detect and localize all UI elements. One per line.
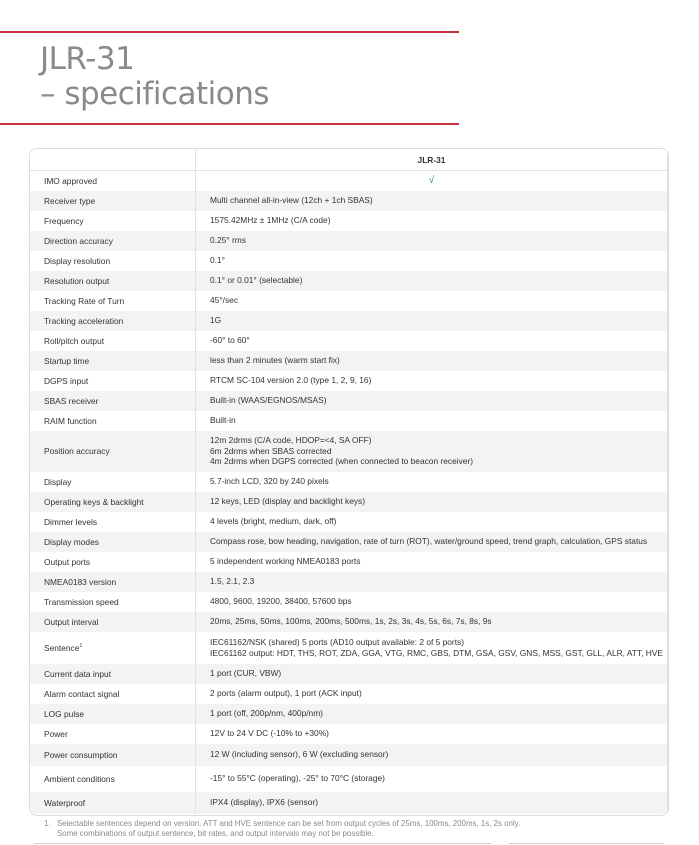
spec-label-text: Display modes (44, 536, 99, 547)
spec-label (30, 632, 196, 664)
spec-label-text: Waterproof (44, 797, 86, 808)
spec-value (196, 211, 668, 231)
spec-label-text: Tracking acceleration (44, 315, 124, 326)
spec-label-text: Frequency (44, 215, 84, 226)
spec-value-text: 12 W (including sensor), 6 W (excluding sensor) (210, 749, 389, 760)
spec-label (30, 231, 196, 251)
spec-label (30, 291, 196, 311)
spec-label (30, 431, 196, 472)
spec-value-line: 4m 2drms when DGPS corrected (when connected to beacon receiver) (210, 456, 474, 467)
table-row (30, 351, 668, 371)
table-row (30, 572, 668, 592)
table-row (30, 411, 668, 431)
table-row (30, 331, 668, 351)
spec-label (30, 391, 196, 411)
spec-label-text: NMEA0183 version (44, 576, 117, 587)
spec-value-text: 0.1° or 0.01° (selectable) (210, 275, 303, 286)
spec-value-text: 1 port (CUR, VBW) (210, 668, 282, 679)
spec-label (30, 572, 196, 592)
spec-value (196, 231, 668, 251)
footnote-number: 1. (44, 819, 51, 828)
spec-value-text: 4 levels (bright, medium, dark, off) (210, 516, 337, 527)
spec-value-text: Compass rose, bow heading, navigation, rate of turn (ROT), water/ground speed, trend graph, calculation, GPS status (210, 536, 648, 547)
check-icon: √ (428, 174, 435, 186)
spec-value-line: IEC61162/NSK (shared) 5 ports (AD10 output available: 2 of 5 ports) (210, 637, 465, 648)
spec-label-text: Alarm contact signal (44, 688, 120, 699)
header-rule-bottom (0, 123, 459, 125)
spec-value (196, 291, 668, 311)
table-row (30, 744, 668, 766)
specifications-table-body (30, 171, 668, 814)
title-line-model: JLR-31 (40, 41, 135, 77)
spec-value-line: IEC61162 output: HDT, THS, ROT, ZDA, GGA, VTG, RMC, GBS, DTM, GSA, GSV, GNS, MSS, GST, GLL, ALR, ATT, HVE (210, 647, 663, 658)
spec-value (196, 251, 668, 271)
spec-label (30, 331, 196, 351)
spec-label-text: Tracking Rate of Turn (44, 295, 125, 306)
spec-label (30, 191, 196, 211)
spec-value (196, 411, 668, 431)
spec-label-text: Operating keys & backlight (44, 496, 144, 507)
spec-label-text: Receiver type (44, 195, 96, 206)
table-row (30, 664, 668, 684)
spec-label-text: Direction accuracy (44, 235, 113, 246)
spec-value (196, 371, 668, 391)
spec-label-text: Power consumption (44, 749, 118, 760)
spec-label-text: Startup time (44, 355, 90, 366)
table-row (30, 704, 668, 724)
spec-value (196, 572, 668, 592)
table-row (30, 492, 668, 512)
spec-value (196, 766, 668, 792)
spec-label (30, 704, 196, 724)
spec-label-text: Output interval (44, 616, 99, 627)
spec-label-text: Sentence (44, 642, 80, 653)
table-row (30, 724, 668, 744)
spec-value (196, 532, 668, 552)
footnote (44, 819, 644, 839)
spec-value-text: -15° to 55°C (operating), -25° to 70°C (storage) (210, 773, 385, 784)
spec-label-text: Transmission speed (44, 596, 119, 607)
spec-label (30, 664, 196, 684)
table-row (30, 311, 668, 331)
spec-label (30, 271, 196, 291)
table-header-empty (30, 149, 196, 171)
table-header-model: JLR-31 (196, 149, 668, 171)
spec-label (30, 512, 196, 532)
spec-value (196, 492, 668, 512)
table-row (30, 191, 668, 211)
spec-label (30, 251, 196, 271)
table-row (30, 512, 668, 532)
table-row (30, 612, 668, 632)
page-title (40, 42, 269, 112)
spec-value-text: -60° to 60° (210, 335, 250, 346)
spec-value-text: Multi channel all-in-view (12ch + 1ch SBAS) (210, 195, 373, 206)
specifications-table-container (29, 148, 669, 816)
specifications-table (30, 149, 668, 814)
spec-value (196, 512, 668, 532)
table-row (30, 431, 668, 472)
spec-value-text: 0.1° (210, 255, 225, 266)
spec-value (196, 311, 668, 331)
table-row (30, 684, 668, 704)
table-row (30, 291, 668, 311)
spec-value (196, 171, 668, 191)
spec-value (196, 472, 668, 492)
footnote-line-1: Selectable sentences depend on version. ATT and HVE sentence can be set from output cycles of 25ms, 100ms, 200ms, 1s, 2s only. (57, 819, 521, 828)
footer-rule-right (509, 843, 664, 844)
table-row (30, 271, 668, 291)
table-row (30, 371, 668, 391)
spec-label-text: Power (44, 728, 68, 739)
footnote-line-2: Some combinations of output sentence, bit rates, and output intervals may not be possible. (57, 829, 374, 838)
table-row (30, 766, 668, 792)
footer-rule-left (34, 843, 491, 844)
spec-value (196, 191, 668, 211)
spec-value-line: 6m 2drms when SBAS corrected (210, 445, 332, 456)
spec-value (196, 331, 668, 351)
spec-label-text: SBAS receiver (44, 395, 99, 406)
spec-label (30, 744, 196, 766)
spec-value-text: 1.5, 2.1, 2.3 (210, 576, 255, 587)
spec-value-text: 12V to 24 V DC (-10% to +30%) (210, 728, 329, 739)
footnote-reference: 1 (79, 642, 83, 649)
spec-value-text: 20ms, 25ms, 50ms, 100ms, 200ms, 500ms, 1s, 2s, 3s, 4s, 5s, 6s, 7s, 8s, 9s (210, 616, 492, 627)
spec-value-text: 1G (210, 315, 222, 326)
spec-label-text: Display resolution (44, 255, 111, 266)
spec-value (196, 704, 668, 724)
spec-label-text: Output ports (44, 556, 91, 567)
spec-value (196, 632, 668, 664)
spec-label-text: Current data input (44, 668, 112, 679)
spec-label (30, 351, 196, 371)
spec-value-text: 2 ports (alarm output), 1 port (ACK input) (210, 688, 362, 699)
spec-label (30, 472, 196, 492)
spec-label-text: Resolution output (44, 275, 110, 286)
spec-value-line: 12m 2drms (C/A code, HDOP=<4, SA OFF) (210, 435, 372, 446)
spec-label (30, 724, 196, 744)
table-row (30, 472, 668, 492)
spec-label-text: LOG pulse (44, 708, 85, 719)
spec-value-text: IPX4 (display), IPX6 (sensor) (210, 797, 318, 808)
table-row (30, 592, 668, 612)
spec-label (30, 612, 196, 632)
table-row (30, 552, 668, 572)
spec-label-text: Position accuracy (44, 446, 110, 456)
spec-value (196, 391, 668, 411)
spec-value (196, 431, 668, 472)
spec-label-text: RAIM function (44, 415, 97, 426)
spec-value-text: 1575.42MHz ± 1MHz (C/A code) (210, 215, 331, 226)
spec-label (30, 411, 196, 431)
spec-label-text: Display (44, 476, 72, 487)
spec-label (30, 492, 196, 512)
spec-label (30, 371, 196, 391)
spec-value (196, 351, 668, 371)
spec-value-text: RTCM SC-104 version 2.0 (type 1, 2, 9, 16) (210, 375, 372, 386)
spec-label-text: Dimmer levels (44, 516, 98, 527)
spec-value-text: 5.7-inch LCD, 320 by 240 pixels (210, 476, 329, 487)
spec-label (30, 171, 196, 191)
spec-value (196, 744, 668, 766)
title-line-subtitle: – specifications (40, 76, 270, 112)
spec-label (30, 792, 196, 814)
spec-label-text: IMO approved (44, 175, 98, 186)
table-row (30, 211, 668, 231)
spec-value-text: 5 independent working NMEA0183 ports (210, 556, 361, 567)
spec-value-text: less than 2 minutes (warm start fix) (210, 355, 340, 366)
spec-label (30, 552, 196, 572)
spec-value (196, 724, 668, 744)
spec-value-text: 4800, 9600, 19200, 38400, 57600 bps (210, 596, 352, 607)
spec-value (196, 612, 668, 632)
spec-label (30, 532, 196, 552)
spec-value-text: Built-in (WAAS/EGNOS/MSAS) (210, 395, 327, 406)
spec-label (30, 766, 196, 792)
spec-label (30, 211, 196, 231)
spec-value (196, 664, 668, 684)
spec-value-text: 0.25° rms (210, 235, 246, 246)
spec-value (196, 592, 668, 612)
spec-value-text: 1 port (off, 200p/nm, 400p/nm) (210, 708, 323, 719)
spec-value (196, 552, 668, 572)
table-row (30, 171, 668, 191)
header-rule-top (0, 31, 459, 33)
spec-label-text: Roll/pitch output (44, 335, 105, 346)
table-row (30, 231, 668, 251)
spec-value-text: Built-in (210, 415, 236, 426)
spec-label-text: Ambient conditions (44, 773, 115, 784)
spec-label-text: DGPS input (44, 375, 89, 386)
spec-label (30, 684, 196, 704)
spec-label (30, 592, 196, 612)
table-row (30, 532, 668, 552)
table-row (30, 632, 668, 664)
table-row (30, 792, 668, 814)
spec-value (196, 792, 668, 814)
spec-value (196, 271, 668, 291)
spec-value (196, 684, 668, 704)
spec-label (30, 311, 196, 331)
table-row (30, 391, 668, 411)
spec-value-text: 45°/sec (210, 295, 239, 306)
table-row (30, 251, 668, 271)
spec-value-text: 12 keys, LED (display and backlight keys) (210, 496, 366, 507)
